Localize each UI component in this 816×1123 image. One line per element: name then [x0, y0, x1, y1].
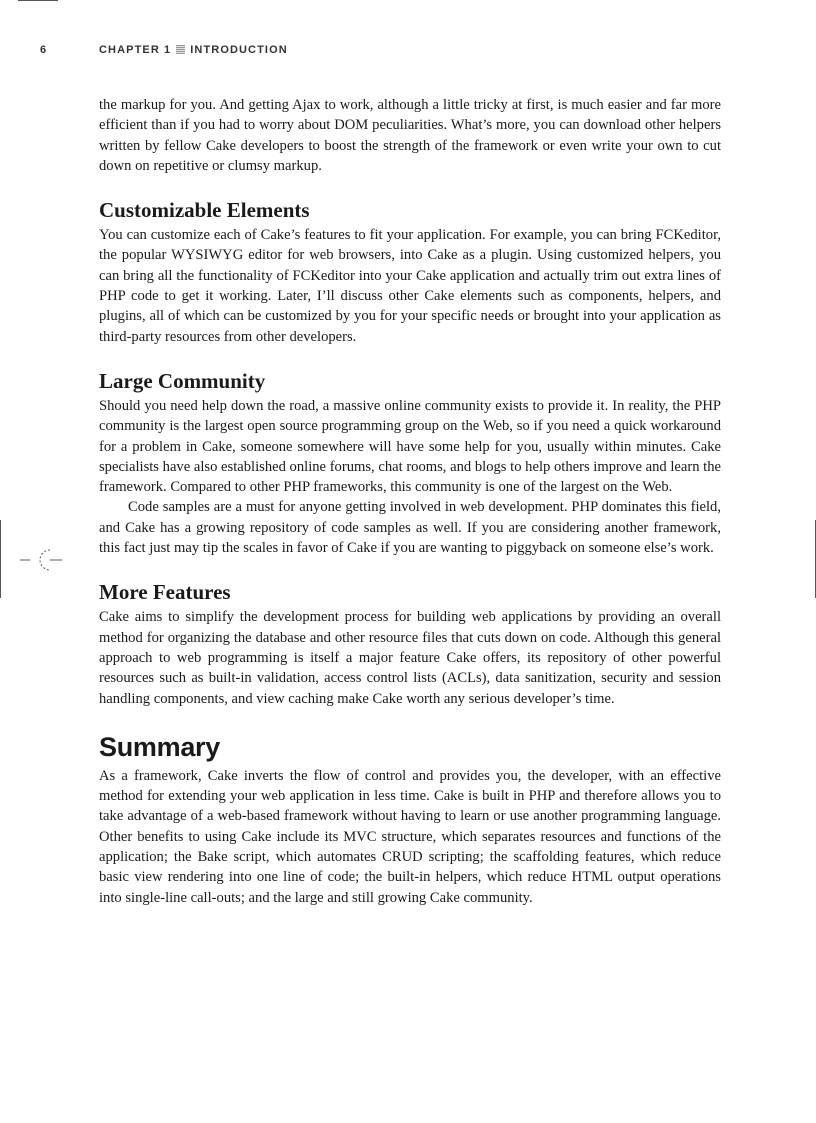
section-heading-customizable-elements: Customizable Elements: [99, 198, 310, 223]
chapter-number: CHAPTER 1: [99, 44, 172, 56]
body-text: [99, 95, 721, 908]
large-community-paragraph-1: Should you need help down the road, a massive online community exists to provide it. In reality, the PHP community is the largest open source programming group on the Web, so if you need a quick workaround for a problem in Cake, someone somewhere will have some help for you, usually within minutes. Cake specialists have also established online forums, chat rooms, and blogs to help others improve and learn the framework. Compared to other PHP frameworks, this community is one of the largest on the Web.: [99, 397, 721, 496]
section-heading-more-features: More Features: [99, 580, 231, 605]
chapter-title: INTRODUCTION: [190, 44, 288, 56]
separator-square-icon: [176, 45, 185, 54]
more-features-paragraph: Cake aims to simplify the development process for building web applications by providing an overall method for organizing the database and other resource files that cuts down on code. Although this general approach to web programming is itself a major feature Cake offers, its repository of other powerful resources such as built-in validation, access control lists (ACLs), data sanitization, security and session handling components, and view caching make Cake worth any serious developer’s time.: [99, 609, 721, 707]
chapter-label: [99, 44, 288, 56]
running-head: [40, 44, 776, 58]
large-community-paragraph-2: Code samples are a must for anyone getting involved in web development. PHP dominates this field, and Cake has a growing repository of code samples as well. If you are considering another framework, this fact just may tip the scales in favor of Cake if you are wanting to piggyback on someone else’s work.: [99, 499, 721, 557]
intro-paragraph: the markup for you. And getting Ajax to work, although a little tricky at first, is much easier and far more efficient than if you had to worry about DOM peculiarities. What’s more, you can download other helpers written by fellow Cake developers to boost the strength of the framework or even write your own to cut down on repetitive or clumsy markup.: [99, 97, 721, 174]
section-heading-large-community: Large Community: [99, 368, 266, 393]
summary-heading: Summary: [99, 731, 220, 762]
crop-mark-top: [18, 0, 58, 1]
customizable-elements-paragraph: You can customize each of Cake’s features to fit your application. For example, you can bring FCKeditor, the popular WYSIWYG editor for web browsers, into Cake as a plugin. Using customized helpers, you can bring all the functionality of FCKeditor into your Cake application and actually trim out extra lines of PHP code to get it working. Later, I’ll discuss other Cake elements such as components, helpers, and plugins, all of which can be customized by you for your specific needs or brought into your application as third-party resources from other developers.: [99, 227, 721, 345]
summary-paragraph: As a framework, Cake inverts the flow of control and provides you, the developer, with an effective method for extending your web application in less time. Cake is built in PHP and therefore allows you to take advantage of a web-based framework without having to learn or use another programming language. Other benefits to using Cake include its MVC structure, which separates resources and functions of the application; the Bake script, which automates CRUD scripting; the scaffolding features, which reduce basic view rendering into one line of code; the built-in helpers, which reduce HTML output operations into single-line call-outs; and the large and still growing Cake community.: [99, 767, 721, 906]
registration-mark-icon: [20, 545, 64, 575]
crop-mark-left: [0, 520, 1, 598]
page-number: 6: [40, 44, 48, 56]
